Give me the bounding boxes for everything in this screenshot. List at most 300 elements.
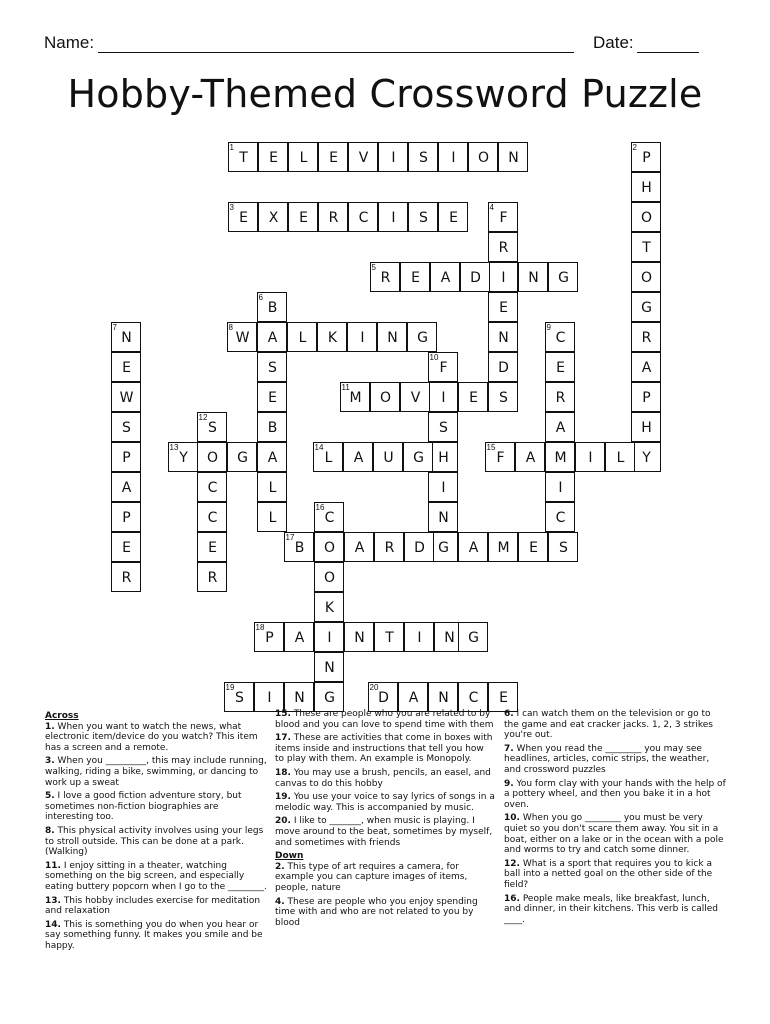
- cell-letter: C: [358, 209, 369, 226]
- clue-number: 4.: [275, 896, 285, 907]
- cell-letter: A: [294, 629, 305, 646]
- grid-cell[interactable]: [347, 322, 377, 352]
- grid-cell[interactable]: [488, 322, 518, 352]
- clue-text: This is something you do when you hear or say something funny. It makes you smile and be happy.: [45, 919, 263, 951]
- clue-text: This type of art requires a camera, for example you can capture images of items, people, nature: [275, 861, 468, 893]
- clue-number: 12.: [504, 858, 520, 869]
- grid-cell[interactable]: [257, 502, 287, 532]
- clue-text: When you want to watch the news, what electronic item/device do you watch? This item has a screen and a remote.: [45, 721, 258, 753]
- clue-number: 7: [112, 322, 117, 332]
- clue-text: This hobby includes exercise for meditation and relaxation: [45, 895, 261, 917]
- cell-letter: N: [121, 329, 132, 346]
- grid-cell[interactable]: [314, 592, 344, 622]
- grid-cell[interactable]: [428, 682, 458, 712]
- cell-letter: N: [508, 149, 519, 166]
- grid-cell[interactable]: [407, 322, 437, 352]
- clue-number: 4: [489, 202, 494, 212]
- grid-cell[interactable]: [430, 262, 460, 292]
- clue-item: [45, 826, 267, 858]
- cell-letter: A: [267, 449, 278, 466]
- across-heading: Across: [45, 711, 79, 721]
- cell-letter: W: [235, 329, 250, 346]
- grid-cell[interactable]: [428, 412, 458, 442]
- cell-letter: P: [642, 389, 651, 406]
- clue-number: 6.: [504, 709, 514, 719]
- grid-cell[interactable]: [438, 142, 468, 172]
- cell-letter: V: [358, 149, 369, 166]
- grid-cell[interactable]: [378, 202, 408, 232]
- clue-item: [45, 722, 267, 754]
- grid-cell[interactable]: [545, 352, 575, 382]
- clue-number: 19.: [275, 792, 291, 803]
- grid-cell[interactable]: [258, 142, 288, 172]
- clue-number: 8.: [45, 825, 55, 836]
- grid-cell[interactable]: [488, 532, 518, 562]
- grid-cell[interactable]: [631, 412, 661, 442]
- cell-letter: S: [208, 419, 217, 436]
- cell-letter: D: [470, 269, 481, 286]
- clue-text: I enjoy sitting in a theater, watching something on the big screen, and especially eating buttery popcorn when I go to the ________.: [45, 860, 267, 892]
- grid-cell[interactable]: [498, 142, 528, 172]
- grid-cell[interactable]: [545, 442, 575, 472]
- grid-cell[interactable]: [257, 412, 287, 442]
- grid-cell[interactable]: [458, 532, 488, 562]
- cell-letter: S: [419, 209, 428, 226]
- cell-letter: X: [268, 209, 279, 226]
- grid-cell[interactable]: [548, 532, 578, 562]
- cell-letter: C: [324, 509, 335, 526]
- clue-number: 20.: [275, 816, 291, 827]
- grid-cell[interactable]: [374, 622, 404, 652]
- grid-cell[interactable]: [575, 442, 605, 472]
- grid-cell[interactable]: [314, 502, 344, 532]
- clue-number: 13.: [45, 895, 61, 906]
- grid-cell[interactable]: [314, 682, 344, 712]
- cell-letter: A: [641, 359, 652, 376]
- grid-cell[interactable]: [460, 262, 490, 292]
- clue-number: 15: [486, 442, 496, 452]
- grid-cell[interactable]: [317, 322, 347, 352]
- grid-cell[interactable]: [288, 202, 318, 232]
- cell-letter: S: [268, 359, 277, 376]
- cell-letter: O: [477, 149, 490, 166]
- clue-number: 16.: [504, 893, 520, 904]
- cell-letter: K: [327, 329, 338, 346]
- cell-letter: Y: [179, 449, 188, 466]
- cell-letter: E: [208, 539, 217, 556]
- clue-number: 5: [371, 262, 376, 272]
- grid-cell[interactable]: [545, 502, 575, 532]
- grid-cell[interactable]: [313, 442, 343, 472]
- clue-text: These are people who you are related to by blood and you can love to spend time with them: [275, 709, 494, 730]
- grid-cell[interactable]: [197, 562, 227, 592]
- clue-item: [504, 859, 726, 891]
- grid-cell[interactable]: [168, 442, 198, 472]
- clue-item: [45, 756, 267, 788]
- clue-item: [45, 896, 267, 917]
- grid-cell[interactable]: [227, 322, 257, 352]
- clue-text: I like to _______, when music is playing. I move around to the beat, sometimes by myself, and sometimes with friends: [275, 816, 493, 848]
- cell-letter: E: [449, 209, 458, 226]
- grid-cell[interactable]: [314, 652, 344, 682]
- cell-letter: G: [641, 299, 652, 316]
- clue-text: When you go ________ you must be very quiet so you don't scare them away. You sit in a boat, either on a lake or in the ocean with a pole and worms to try and catch some dinner.: [504, 813, 724, 856]
- grid-cell[interactable]: [228, 142, 258, 172]
- cell-letter: R: [498, 239, 509, 256]
- cell-letter: N: [438, 509, 449, 526]
- cell-letter: O: [323, 539, 336, 556]
- cell-letter: E: [268, 389, 277, 406]
- clue-number: 9: [546, 322, 551, 332]
- cell-letter: T: [642, 239, 651, 256]
- grid-cell[interactable]: [344, 622, 374, 652]
- grid-cell[interactable]: [344, 532, 374, 562]
- cell-letter: C: [207, 479, 218, 496]
- clue-number: 6: [258, 292, 263, 302]
- grid-cell[interactable]: [515, 442, 545, 472]
- clue-number: 11.: [45, 860, 61, 871]
- grid-cell[interactable]: [284, 532, 314, 562]
- grid-cell[interactable]: [488, 682, 518, 712]
- cell-letter: S: [419, 149, 428, 166]
- grid-cell[interactable]: [631, 352, 661, 382]
- grid-cell[interactable]: [468, 142, 498, 172]
- grid-cell[interactable]: [458, 622, 488, 652]
- grid-cell[interactable]: [111, 502, 141, 532]
- clue-number: 1: [229, 142, 234, 152]
- down-clue-list: [275, 862, 495, 929]
- clue-item: [275, 862, 495, 894]
- grid-cell[interactable]: [545, 322, 575, 352]
- clues-section: [0, 709, 770, 1019]
- grid-cell[interactable]: [111, 472, 141, 502]
- cell-letter: P: [265, 629, 274, 646]
- grid-cell[interactable]: [111, 352, 141, 382]
- grid-cell[interactable]: [111, 532, 141, 562]
- cell-letter: I: [391, 209, 396, 226]
- grid-cell[interactable]: [257, 322, 287, 352]
- across-clue-list: [275, 709, 495, 848]
- cell-letter: I: [588, 449, 593, 466]
- cell-letter: R: [380, 269, 391, 286]
- cell-letter: L: [299, 149, 308, 166]
- cell-letter: I: [267, 689, 272, 706]
- cell-letter: B: [294, 539, 305, 556]
- clue-number: 2: [632, 142, 637, 152]
- clue-number: 18: [255, 622, 265, 632]
- cell-letter: S: [122, 419, 131, 436]
- grid-cell[interactable]: [404, 622, 434, 652]
- cell-letter: C: [555, 329, 566, 346]
- cell-letter: E: [122, 359, 131, 376]
- clue-item: [504, 779, 726, 811]
- clue-text: When you read the ________ you may see headlines, articles, comic strips, the weather, and crossword puzzles: [504, 743, 710, 775]
- grid-cell[interactable]: [197, 502, 227, 532]
- grid-cell[interactable]: [631, 262, 661, 292]
- grid-cell[interactable]: [318, 202, 348, 232]
- grid-cell[interactable]: [348, 142, 378, 172]
- cell-letter: T: [239, 149, 248, 166]
- cell-letter: N: [354, 629, 365, 646]
- clue-number: 13: [169, 442, 179, 452]
- clues-column-1: [45, 709, 267, 954]
- clue-number: 17: [285, 532, 295, 542]
- cell-letter: G: [468, 629, 479, 646]
- grid-cell[interactable]: [111, 442, 141, 472]
- cell-letter: O: [206, 449, 219, 466]
- grid-cell[interactable]: [257, 292, 287, 322]
- grid-cell[interactable]: [228, 202, 258, 232]
- clue-item: [504, 894, 726, 926]
- grid-cell[interactable]: [408, 202, 438, 232]
- cell-letter: V: [410, 389, 421, 406]
- clue-item: [275, 897, 495, 929]
- grid-cell[interactable]: [488, 352, 518, 382]
- cell-letter: E: [122, 539, 131, 556]
- clue-text: People make meals, like breakfast, lunch, and dinner, in their kitchens. This verb is called ____.: [504, 893, 718, 925]
- grid-cell[interactable]: [631, 232, 661, 262]
- clue-number: 14: [314, 442, 324, 452]
- cell-letter: N: [528, 269, 539, 286]
- cell-letter: C: [207, 509, 218, 526]
- grid-cell[interactable]: [631, 172, 661, 202]
- cell-letter: N: [294, 689, 305, 706]
- cell-letter: I: [501, 269, 506, 286]
- cell-letter: I: [558, 479, 563, 496]
- cell-letter: T: [385, 629, 394, 646]
- grid-cell[interactable]: [605, 442, 635, 472]
- grid-cell[interactable]: [545, 472, 575, 502]
- grid-cell[interactable]: [404, 532, 434, 562]
- across-clue-list: [45, 722, 267, 952]
- clue-text: You may use a brush, pencils, an easel, and canvas to do this hobby: [275, 767, 491, 789]
- cell-letter: S: [559, 539, 568, 556]
- clue-item: [45, 791, 267, 823]
- cell-letter: N: [444, 629, 455, 646]
- grid-cell[interactable]: [254, 682, 284, 712]
- grid-cell[interactable]: [340, 382, 370, 412]
- clue-item: [45, 861, 267, 893]
- cell-letter: C: [468, 689, 479, 706]
- cell-letter: B: [267, 419, 278, 436]
- clue-number: 2.: [275, 861, 285, 872]
- clue-number: 9.: [504, 778, 514, 789]
- cell-letter: N: [498, 329, 509, 346]
- cell-letter: F: [499, 209, 508, 226]
- cell-letter: N: [438, 689, 449, 706]
- clue-text: I love a good fiction adventure story, but sometimes non-fiction biographies are interesting too.: [45, 791, 242, 823]
- grid-cell[interactable]: [377, 322, 407, 352]
- clue-item: [275, 792, 495, 813]
- grid-cell[interactable]: [488, 202, 518, 232]
- clue-number: 16: [315, 502, 325, 512]
- clue-number: 14.: [45, 919, 61, 930]
- cell-letter: E: [499, 299, 508, 316]
- grid-cell[interactable]: [438, 202, 468, 232]
- grid-cell[interactable]: [374, 532, 404, 562]
- cell-letter: E: [411, 269, 420, 286]
- cell-letter: G: [558, 269, 569, 286]
- clue-text: What is a sport that requires you to kick a ball into a netted goal on the other side of the field?: [504, 858, 713, 890]
- grid-cell[interactable]: [631, 202, 661, 232]
- grid-cell[interactable]: [284, 622, 314, 652]
- grid-cell[interactable]: [408, 142, 438, 172]
- grid-cell[interactable]: [428, 502, 458, 532]
- grid-cell[interactable]: [111, 562, 141, 592]
- cell-letter: W: [119, 389, 134, 406]
- grid-cell[interactable]: [518, 532, 548, 562]
- grid-cell[interactable]: [378, 142, 408, 172]
- grid-cell[interactable]: [458, 682, 488, 712]
- grid-cell[interactable]: [314, 562, 344, 592]
- clue-number: 19: [225, 682, 235, 692]
- grid-cell[interactable]: [111, 382, 141, 412]
- cell-letter: H: [641, 179, 652, 196]
- cell-letter: A: [468, 539, 479, 556]
- grid-cell[interactable]: [400, 262, 430, 292]
- grid-cell[interactable]: [287, 322, 317, 352]
- grid-cell[interactable]: [403, 442, 433, 472]
- grid-cell[interactable]: [111, 322, 141, 352]
- cell-letter: N: [324, 659, 335, 676]
- grid-cell[interactable]: [373, 442, 403, 472]
- grid-cell[interactable]: [197, 412, 227, 442]
- grid-cell[interactable]: [488, 232, 518, 262]
- cell-letter: A: [353, 449, 364, 466]
- grid-cell[interactable]: [545, 412, 575, 442]
- cell-letter: E: [329, 149, 338, 166]
- grid-cell[interactable]: [348, 202, 378, 232]
- clue-item: [45, 920, 267, 952]
- grid-cell[interactable]: [488, 292, 518, 322]
- cell-letter: E: [469, 389, 478, 406]
- cell-letter: E: [499, 689, 508, 706]
- grid-cell[interactable]: [257, 442, 287, 472]
- grid-cell[interactable]: [227, 442, 257, 472]
- cell-letter: R: [384, 539, 395, 556]
- grid-cell[interactable]: [428, 472, 458, 502]
- cell-letter: E: [299, 209, 308, 226]
- clue-item: [275, 816, 495, 848]
- cell-letter: R: [555, 389, 566, 406]
- grid-cell[interactable]: [257, 472, 287, 502]
- cell-letter: L: [324, 449, 333, 466]
- grid-cell[interactable]: [400, 382, 430, 412]
- grid-cell[interactable]: [631, 322, 661, 352]
- grid-cell[interactable]: [343, 442, 373, 472]
- grid-cell[interactable]: [197, 532, 227, 562]
- grid-cell[interactable]: [284, 682, 314, 712]
- grid-cell[interactable]: [548, 262, 578, 292]
- grid-cell[interactable]: [518, 262, 548, 292]
- grid-cell[interactable]: [458, 382, 488, 412]
- cell-letter: A: [525, 449, 536, 466]
- cell-letter: R: [121, 569, 132, 586]
- clue-text: These are people who you enjoy spending time with and who are not related to you by blood: [275, 896, 478, 928]
- grid-cell[interactable]: [257, 382, 287, 412]
- cell-letter: I: [327, 629, 332, 646]
- cell-letter: S: [235, 689, 244, 706]
- clue-number: 20: [369, 682, 379, 692]
- cell-letter: U: [383, 449, 394, 466]
- grid-cell[interactable]: [314, 532, 344, 562]
- cell-letter: L: [268, 509, 277, 526]
- cell-letter: H: [438, 449, 449, 466]
- grid-cell[interactable]: [254, 622, 284, 652]
- grid-cell[interactable]: [370, 262, 400, 292]
- grid-cell[interactable]: [428, 382, 458, 412]
- cell-letter: S: [439, 419, 448, 436]
- grid-cell[interactable]: [631, 142, 661, 172]
- grid-cell[interactable]: [631, 382, 661, 412]
- cell-letter: A: [267, 329, 278, 346]
- grid-cell[interactable]: [318, 142, 348, 172]
- grid-cell[interactable]: [485, 442, 515, 472]
- cell-letter: A: [555, 419, 566, 436]
- cell-letter: Y: [642, 449, 651, 466]
- cell-letter: E: [269, 149, 278, 166]
- cell-letter: C: [555, 509, 566, 526]
- grid-cell[interactable]: [370, 382, 400, 412]
- grid-cell[interactable]: [368, 682, 398, 712]
- clue-number: 8: [228, 322, 233, 332]
- cell-letter: L: [268, 479, 277, 496]
- clue-number: 10: [429, 352, 439, 362]
- clues-column-2: [275, 709, 495, 931]
- clue-text: I can watch them on the television or go to the game and eat cracker jacks. 1, 2, 3 strikes you're out.: [504, 709, 713, 741]
- clue-number: 3.: [45, 756, 55, 767]
- date-label: Date:: [593, 33, 634, 52]
- cell-letter: E: [556, 359, 565, 376]
- grid-cell[interactable]: [224, 682, 254, 712]
- cell-letter: M: [554, 449, 567, 466]
- grid-cell[interactable]: [197, 472, 227, 502]
- grid-cell[interactable]: [428, 352, 458, 382]
- cell-letter: H: [641, 419, 652, 436]
- down-clue-list: [504, 709, 726, 925]
- grid-cell[interactable]: [197, 442, 227, 472]
- grid-cell[interactable]: [488, 382, 518, 412]
- clue-number: 10.: [504, 813, 520, 824]
- grid-cell[interactable]: [288, 142, 318, 172]
- grid-cell[interactable]: [258, 202, 288, 232]
- grid-cell[interactable]: [631, 292, 661, 322]
- clues-column-3: [504, 709, 726, 928]
- cell-letter: I: [441, 389, 446, 406]
- cell-letter: I: [441, 479, 446, 496]
- clue-item: [275, 768, 495, 789]
- cell-letter: G: [417, 329, 428, 346]
- cell-letter: R: [207, 569, 218, 586]
- cell-letter: P: [122, 449, 131, 466]
- grid-cell[interactable]: [398, 682, 428, 712]
- cell-letter: I: [360, 329, 365, 346]
- cell-letter: M: [497, 539, 510, 556]
- grid-cell[interactable]: [257, 352, 287, 382]
- grid-cell[interactable]: [314, 622, 344, 652]
- grid-cell[interactable]: [545, 382, 575, 412]
- clue-item: [275, 709, 495, 730]
- down-heading: Down: [275, 851, 304, 862]
- clue-text: When you _________, this may include running, walking, riding a bike, swimming, or dancing to work up a sweat: [45, 756, 267, 788]
- cell-letter: I: [451, 149, 456, 166]
- clue-item: [275, 733, 495, 765]
- grid-cell[interactable]: [488, 262, 518, 292]
- cell-letter: D: [414, 539, 425, 556]
- grid-cell[interactable]: [111, 412, 141, 442]
- page-title: Hobby-Themed Crossword Puzzle: [67, 72, 703, 116]
- cell-letter: I: [417, 629, 422, 646]
